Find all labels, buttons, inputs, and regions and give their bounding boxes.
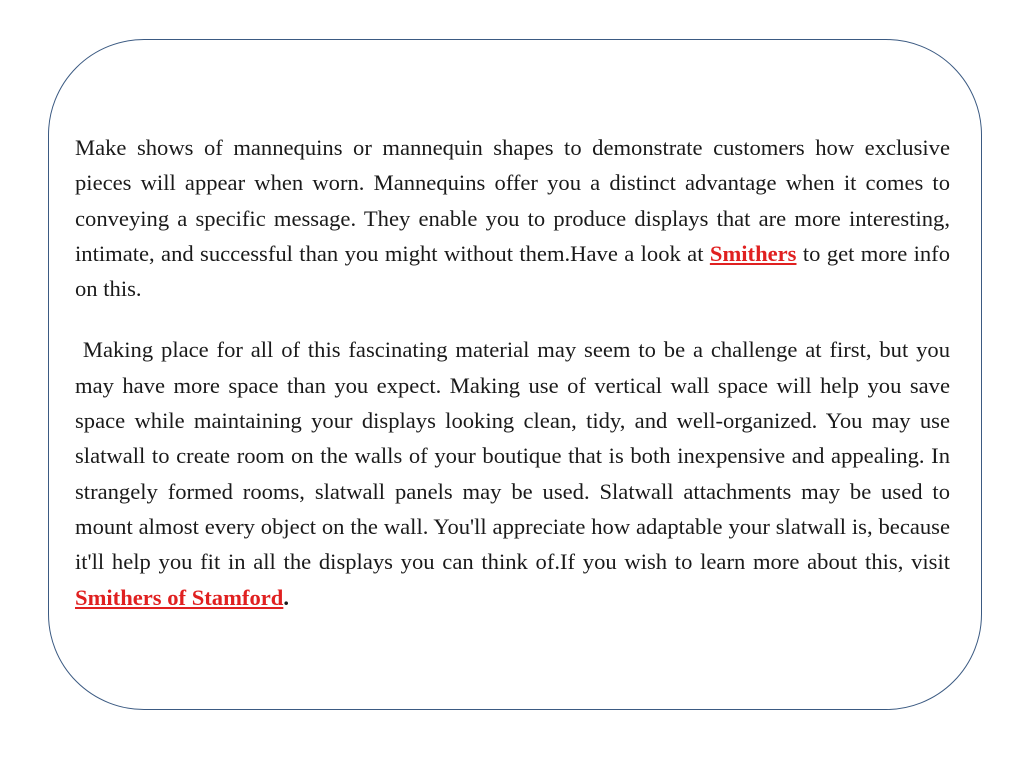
paragraph-slatwall-text: Making place for all of this fascinating material may seem to be a challenge at first, but you may have more space than you expect. Making use of vertical wall space will help you save space while maintaining your displays looking clean, tidy, and well-organized. You may use slatwall to create room on the walls of your boutique that is both inexpensive and appealing. In strangely formed rooms, slatwall panels may be used. Slatwall attachments may be used to mount almost every object on the wall. You'll appreciate how adaptable your slatwall is, because it'll help you fit in all the displays you can think of.If you wish to learn more about this, visit	[75, 337, 950, 575]
text-content	[75, 130, 950, 615]
paragraph-slatwall	[75, 332, 950, 614]
smithers-of-stamford-link[interactable]: Smithers of Stamford	[75, 584, 284, 610]
paragraph-mannequins-tail: to get more info on this.	[75, 240, 950, 302]
paragraph-slatwall-tail: .	[283, 584, 289, 610]
smithers-link[interactable]: Smithers	[709, 240, 797, 266]
paragraph-mannequins-text: Make shows of mannequins or mannequin shapes to demonstrate customers how exclusive pieces will appear when worn. Mannequins offer you a distinct advantage when it comes to conveying a specific message. They enable you to produce displays that are more interesting, intimate, and successful than you might without them.Have a look at	[75, 135, 950, 266]
paragraph-mannequins	[75, 130, 950, 306]
